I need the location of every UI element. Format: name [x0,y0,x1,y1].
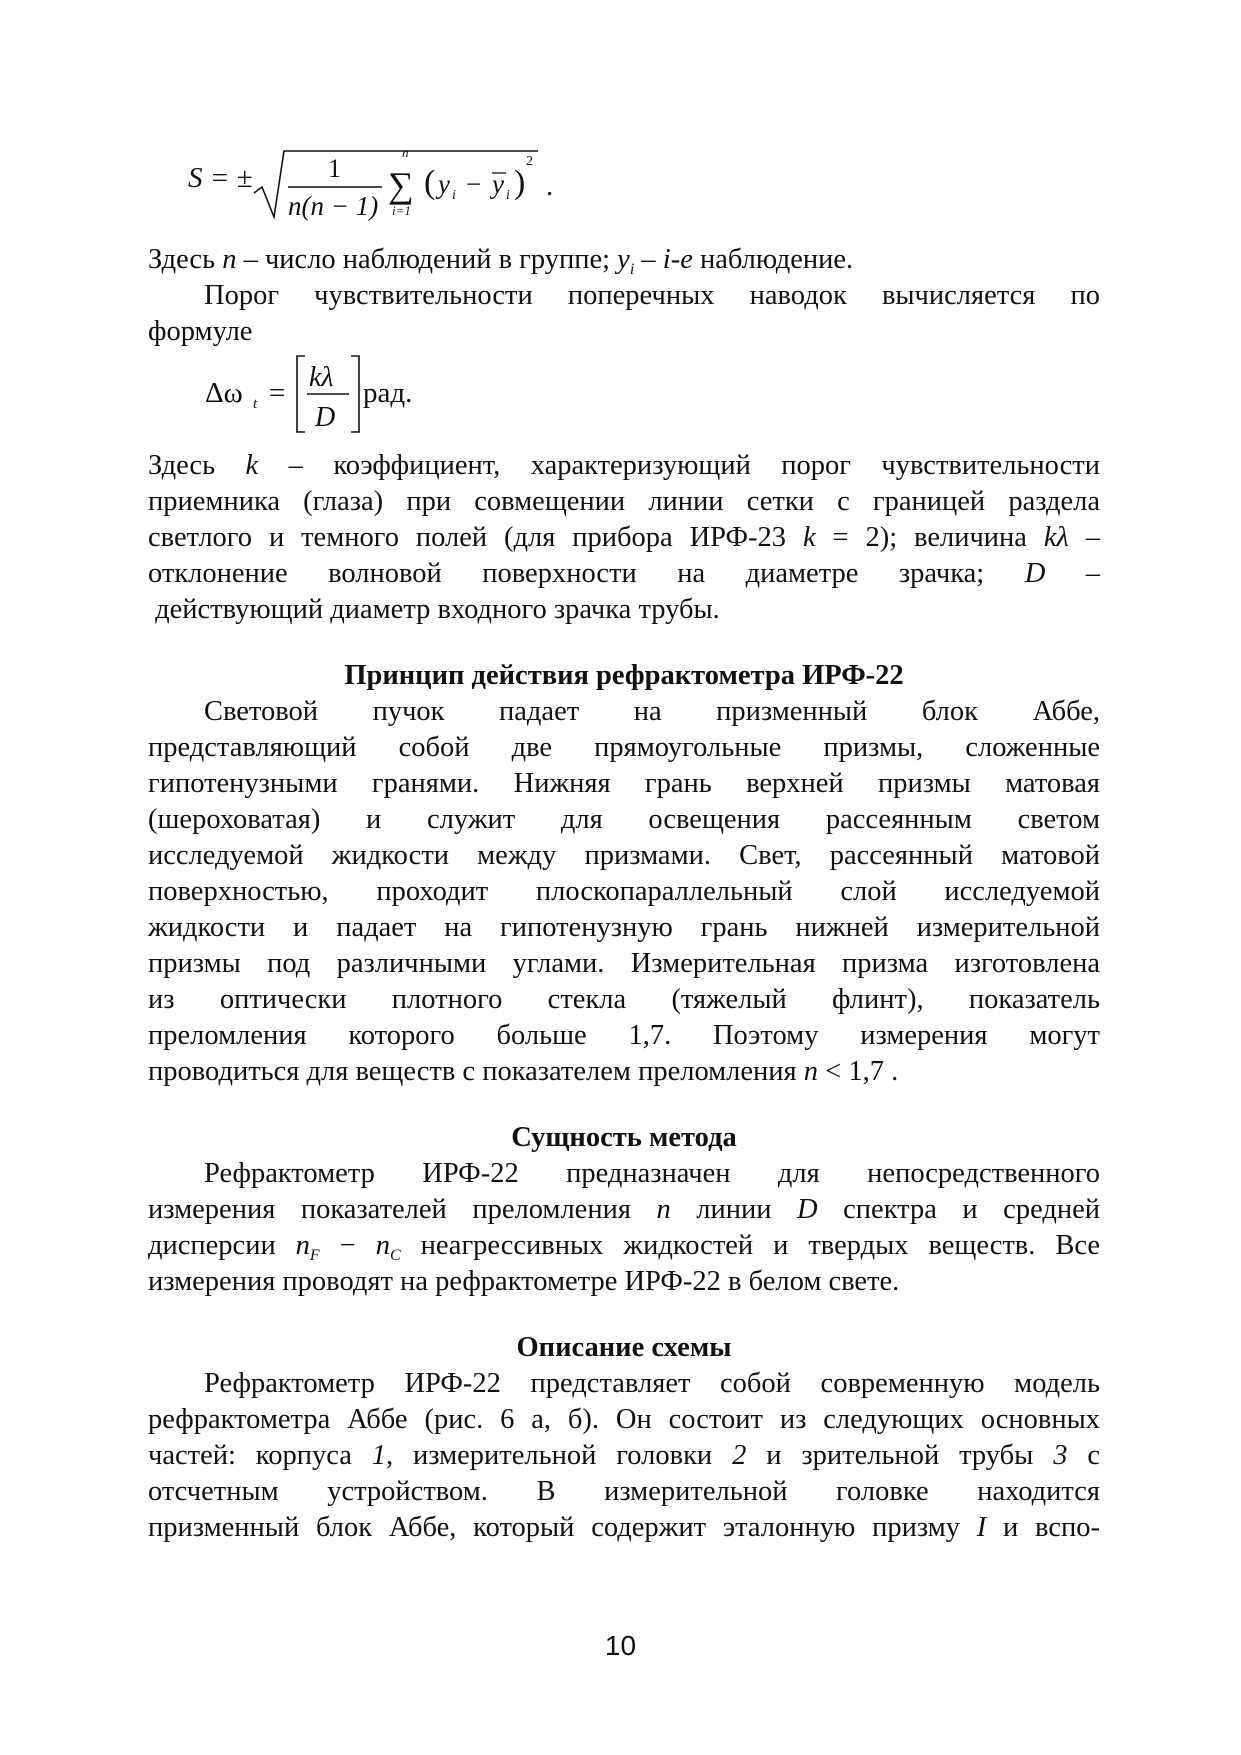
principle-line: из оптически плотного стекла (тяжелый флинт), показатель [148,984,1100,1015]
formula-s-end: . [546,170,554,202]
formula-dw-denominator: D [315,402,336,433]
formula-s-numerator: 1 [328,154,341,183]
text-run: измерения показателей преломления [148,1194,657,1225]
formula-s-sum-upper: n [402,145,409,160]
principle-line: преломления которого больше 1,7. Поэтому измерения могут [148,1020,1100,1051]
principle-line: гипотенузными гранями. Нижняя грань верхней призмы матовая [148,768,1100,799]
text-run: с [1067,1440,1100,1471]
text-run: спектра и средней [817,1194,1101,1225]
method-line-1: Рефрактометр ИРФ-22 предназначен для непосредственного [204,1158,1100,1189]
formula-s-y: y [438,169,450,199]
var-D: D [797,1194,818,1225]
text-run: призменный блок Аббе, который содержит эталонную призму [148,1512,977,1543]
heading-principle: Принцип действия рефрактометра ИРФ-22 [344,660,904,691]
sub-F: F [309,1247,320,1264]
formula-s-open-paren: ( [424,164,436,201]
formula-dw-unit: рад. [363,377,413,409]
formula-s-minus: − [466,169,482,199]
paragraph-coefficient-line-2: приемника (глаза) при совмещении линии сетки с границей раздела [148,486,1100,517]
var-ie: i-е [662,244,693,275]
formula-s-sub-i: i [452,188,456,203]
formula-threshold [205,350,435,434]
var-n: n [656,1194,671,1225]
var-k: k [802,522,816,553]
formula-standard-deviation [180,135,540,225]
text-run: частей: корпуса [148,1440,372,1471]
scheme-line-4: отсчетным устройством. В измерительной головке находится [148,1476,1100,1507]
var-k: k [245,450,259,481]
text-run: линии [670,1194,798,1225]
text-run: – число наблюдений в группе; [236,244,618,275]
heading-method: Сущность метода [511,1122,737,1153]
prism-label: I [976,1512,987,1543]
principle-line: (шероховатая) и служит для освещения рассеянным светом [148,804,1100,835]
scheme-line-5 [148,1510,1100,1546]
part-number: 2 [732,1440,747,1471]
formula-s-lhs: S = ± [188,162,253,194]
text-run: дисперсии [148,1230,296,1261]
formula-dw-sub: t [253,396,258,412]
text-run: наблюдение. [692,244,854,275]
paragraph-coefficient-line-1 [148,448,1100,484]
text-run: – [634,244,663,275]
text-run: проводиться для веществ с показателем преломления [148,1056,804,1087]
formula-s-close-paren: ) [514,164,526,201]
formula-s-power: 2 [526,154,533,169]
text-run: , измерительной головки [386,1440,733,1471]
principle-line: исследуемой жидкости между призмами. Свет, рассеянный матовой [148,840,1100,871]
text-run: Здесь [148,450,246,481]
principle-line: Световой пучок падает на призменный блок Аббе, [204,696,1100,727]
var-n: n [295,1230,310,1261]
scheme-line-2: рефрактометра Аббе (рис. 6 а, б). Он состоит из следующих основных [148,1404,1100,1435]
principle-line: поверхностью, проходит плоскопараллельный слой исследуемой [148,876,1100,907]
var-D: D [1024,558,1046,589]
var-n: n [803,1056,819,1087]
method-line-4: измерения проводят на рефрактометре ИРФ-22 в белом свете. [148,1266,900,1297]
method-line-3 [148,1228,1100,1264]
scheme-line-1: Рефрактометр ИРФ-22 представляет собой современную модель [204,1368,1100,1399]
text-run: < 1,7 . [818,1056,899,1087]
text-run: и зрительной трубы [746,1440,1054,1471]
formula-dw-numerator: kλ [309,362,334,393]
method-line-2 [148,1192,1100,1228]
text-run: = 2); величина [815,522,1044,553]
var-k-lambda: kλ [1043,522,1069,553]
var-n: n [222,244,237,275]
var-y: y [617,244,630,275]
principle-line: жидкости и падает на гипотенузную грань нижней измерительной [148,912,1100,943]
text-run: отклонение волновой поверхности на диаметре зрачка; [148,558,985,589]
text-run: Здесь [148,244,223,275]
paragraph-coefficient-line-3 [148,520,1100,556]
text-run: – коэффициент, характеризующий порог чувствительности [258,450,1100,481]
principle-line: призмы под различными углами. Измерительная призма изготовлена [148,948,1100,979]
text-run: − [319,1230,376,1261]
formula-s-sum-sign: ∑ [388,165,414,205]
part-number: 3 [1053,1440,1068,1471]
page-number: 10 [604,1630,637,1661]
sub-C: C [389,1247,401,1264]
paragraph-notation [148,242,1100,278]
part-number: 1 [371,1440,386,1471]
principle-line: представляющий собой две прямоугольные призмы, сложенные [148,732,1100,763]
formula-s-ybar: y [492,169,504,199]
var-n: n [375,1230,390,1261]
formula-s-sum-lower: i=1 [392,203,411,218]
formula-s-sub-i2: i [506,188,510,203]
paragraph-threshold-line-1: Порог чувствительности поперечных наводок вычисляется по [204,280,1100,311]
text-run: – [1068,522,1101,553]
formula-dw-eq: = [269,377,286,409]
scheme-line-3 [148,1438,1100,1474]
formula-dw-lhs: Δω [205,377,243,409]
text-run: – [1045,558,1100,589]
text-run: и вспо- [986,1512,1100,1543]
paragraph-coefficient-line-5: действующий диаметр входного зрачка трубы. [148,594,720,625]
text-run: неагрессивных жидкостей и твердых веществ. Все [400,1230,1100,1261]
paragraph-coefficient-line-4 [148,556,1100,592]
principle-line-last [148,1054,1100,1090]
formula-s-denominator: n(n − 1) [288,191,379,221]
heading-scheme: Описание схемы [516,1332,732,1363]
sub-i: i [629,261,635,278]
text-run: светлого и темного полей (для прибора ИРФ-23 [148,522,803,553]
paragraph-threshold-line-2: формуле [148,316,253,347]
